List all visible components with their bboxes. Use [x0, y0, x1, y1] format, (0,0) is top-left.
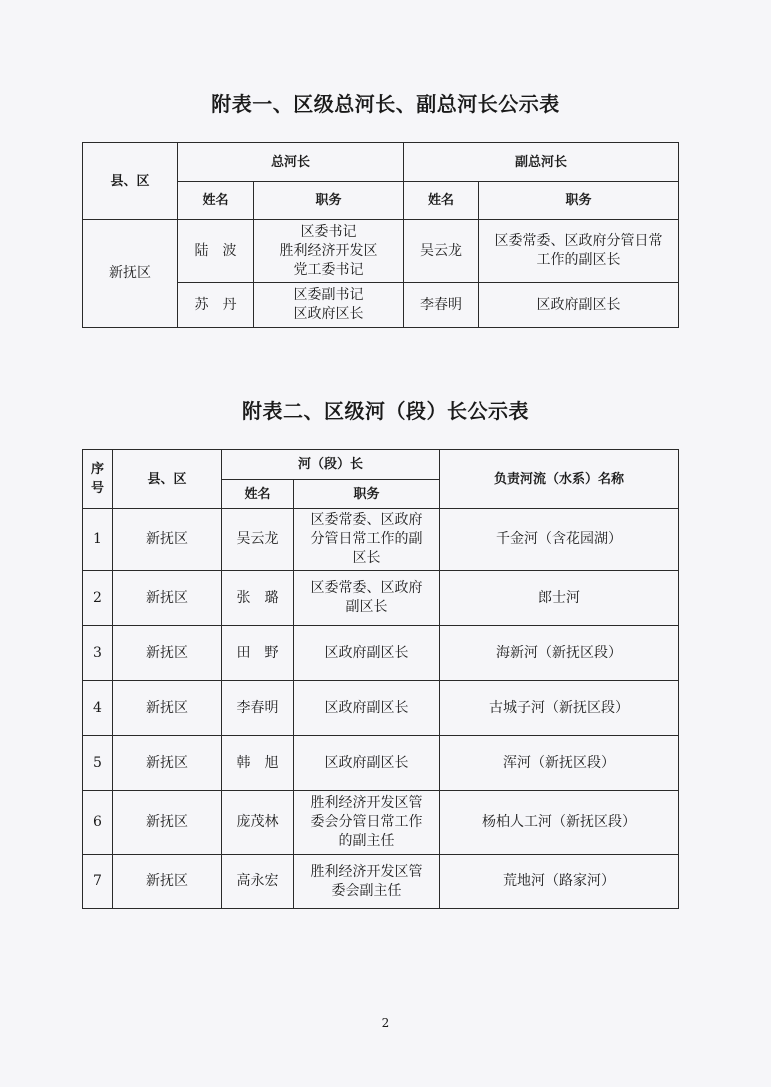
deputy-name-cell: 吴云龙 — [404, 220, 479, 283]
table1-county-cell: 新抚区 — [83, 220, 178, 328]
position-cell — [294, 736, 440, 791]
position-cell — [294, 681, 440, 736]
seq-cell: 7 — [83, 855, 113, 909]
table-row — [83, 571, 679, 626]
table1-header-deputy-name: 姓名 — [404, 182, 479, 220]
position-line: 胜利经济开发区管 — [310, 863, 423, 880]
position-cell — [294, 791, 440, 855]
table1-title: 附表一、区级总河长、副总河长公示表 — [211, 92, 560, 116]
county-cell: 新抚区 — [113, 791, 222, 855]
chief-position-line: 党工委书记 — [293, 261, 364, 278]
position-line: 区长 — [352, 550, 381, 566]
table1-header-county: 县、区 — [83, 143, 178, 220]
name-cell: 田 野 — [222, 626, 294, 681]
table-row — [83, 855, 679, 909]
deputy-position-cell — [479, 283, 679, 328]
table2-header-position: 职务 — [294, 480, 440, 509]
name-cell: 李春明 — [222, 681, 294, 736]
deputy-position-cell — [479, 220, 679, 283]
position-line: 区政府副区长 — [324, 644, 409, 661]
table2-header-name: 姓名 — [222, 480, 294, 509]
seq-cell: 2 — [83, 571, 113, 626]
name-cell: 庞茂林 — [222, 791, 294, 855]
name-cell: 高永宏 — [222, 855, 294, 909]
river-cell: 浑河（新抚区段） — [440, 736, 679, 791]
position-cell — [294, 571, 440, 626]
county-cell: 新抚区 — [113, 855, 222, 909]
river-cell: 千金河（含花园湖） — [440, 509, 679, 571]
seq-cell: 5 — [83, 736, 113, 791]
position-cell — [294, 855, 440, 909]
seq-cell: 6 — [83, 791, 113, 855]
county-cell: 新抚区 — [113, 626, 222, 681]
deputy-position-line: 区委常委、区政府分管日常 — [494, 233, 663, 249]
table1-header-chief-position: 职务 — [254, 182, 404, 220]
county-cell: 新抚区 — [113, 681, 222, 736]
header-seq-char: 序 — [90, 462, 104, 477]
position-line: 副区长 — [345, 599, 388, 615]
seq-cell: 4 — [83, 681, 113, 736]
county-cell: 新抚区 — [113, 736, 222, 791]
table1 — [82, 142, 679, 328]
table2-title: 附表二、区级河（段）长公示表 — [242, 399, 529, 423]
table1-header-chief: 总河长 — [178, 143, 404, 182]
table-row — [83, 681, 679, 736]
header-seq-char: 号 — [90, 481, 104, 496]
river-cell: 荒地河（路家河） — [440, 855, 679, 909]
deputy-position-line: 区政府副区长 — [536, 296, 621, 313]
position-line: 区委常委、区政府 — [310, 512, 423, 528]
position-line: 的副主任 — [338, 833, 395, 849]
table2-header-river-chief: 河（段）长 — [222, 450, 440, 480]
table2-header-seq — [83, 450, 113, 509]
position-line: 区政府副区长 — [324, 699, 409, 716]
deputy-name-cell: 李春明 — [404, 283, 479, 328]
position-line: 委会副主任 — [331, 882, 402, 899]
chief-name-cell: 苏 丹 — [178, 283, 254, 328]
chief-position-line: 区委书记 — [300, 223, 357, 240]
chief-name-cell: 陆 波 — [178, 220, 254, 283]
position-line: 分管日常工作的副 — [310, 531, 423, 547]
river-cell: 海新河（新抚区段） — [440, 626, 679, 681]
table-row — [83, 626, 679, 681]
table-row — [83, 220, 679, 283]
table1-header-chief-name: 姓名 — [178, 182, 254, 220]
table-row — [83, 736, 679, 791]
position-line: 区委常委、区政府 — [310, 580, 423, 596]
table1-header-deputy-position: 职务 — [479, 182, 679, 220]
page-number: 2 — [381, 1016, 390, 1030]
chief-position-line: 胜利经济开发区 — [279, 242, 378, 259]
position-line: 区政府副区长 — [324, 754, 409, 771]
table-row — [83, 509, 679, 571]
seq-cell: 3 — [83, 626, 113, 681]
table2-header-county: 县、区 — [113, 450, 222, 509]
table2 — [82, 449, 679, 909]
chief-position-line: 区政府区长 — [293, 306, 364, 322]
position-line: 委会分管日常工作 — [310, 814, 423, 830]
seq-cell: 1 — [83, 509, 113, 571]
deputy-position-line: 工作的副区长 — [536, 252, 621, 268]
table1-header-deputy: 副总河长 — [404, 143, 679, 182]
chief-position-line: 区委副书记 — [293, 287, 364, 303]
name-cell: 张 璐 — [222, 571, 294, 626]
name-cell: 吴云龙 — [222, 509, 294, 571]
county-cell: 新抚区 — [113, 509, 222, 571]
name-cell: 韩 旭 — [222, 736, 294, 791]
river-cell: 古城子河（新抚区段） — [440, 681, 679, 736]
chief-position-cell — [254, 283, 404, 328]
chief-position-cell — [254, 220, 404, 283]
position-cell — [294, 509, 440, 571]
county-cell: 新抚区 — [113, 571, 222, 626]
position-cell — [294, 626, 440, 681]
river-cell: 郎士河 — [440, 571, 679, 626]
river-cell: 杨柏人工河（新抚区段） — [440, 791, 679, 855]
position-line: 胜利经济开发区管 — [310, 795, 423, 811]
table2-header-river: 负责河流（水系）名称 — [440, 450, 679, 509]
table-row — [83, 791, 679, 855]
